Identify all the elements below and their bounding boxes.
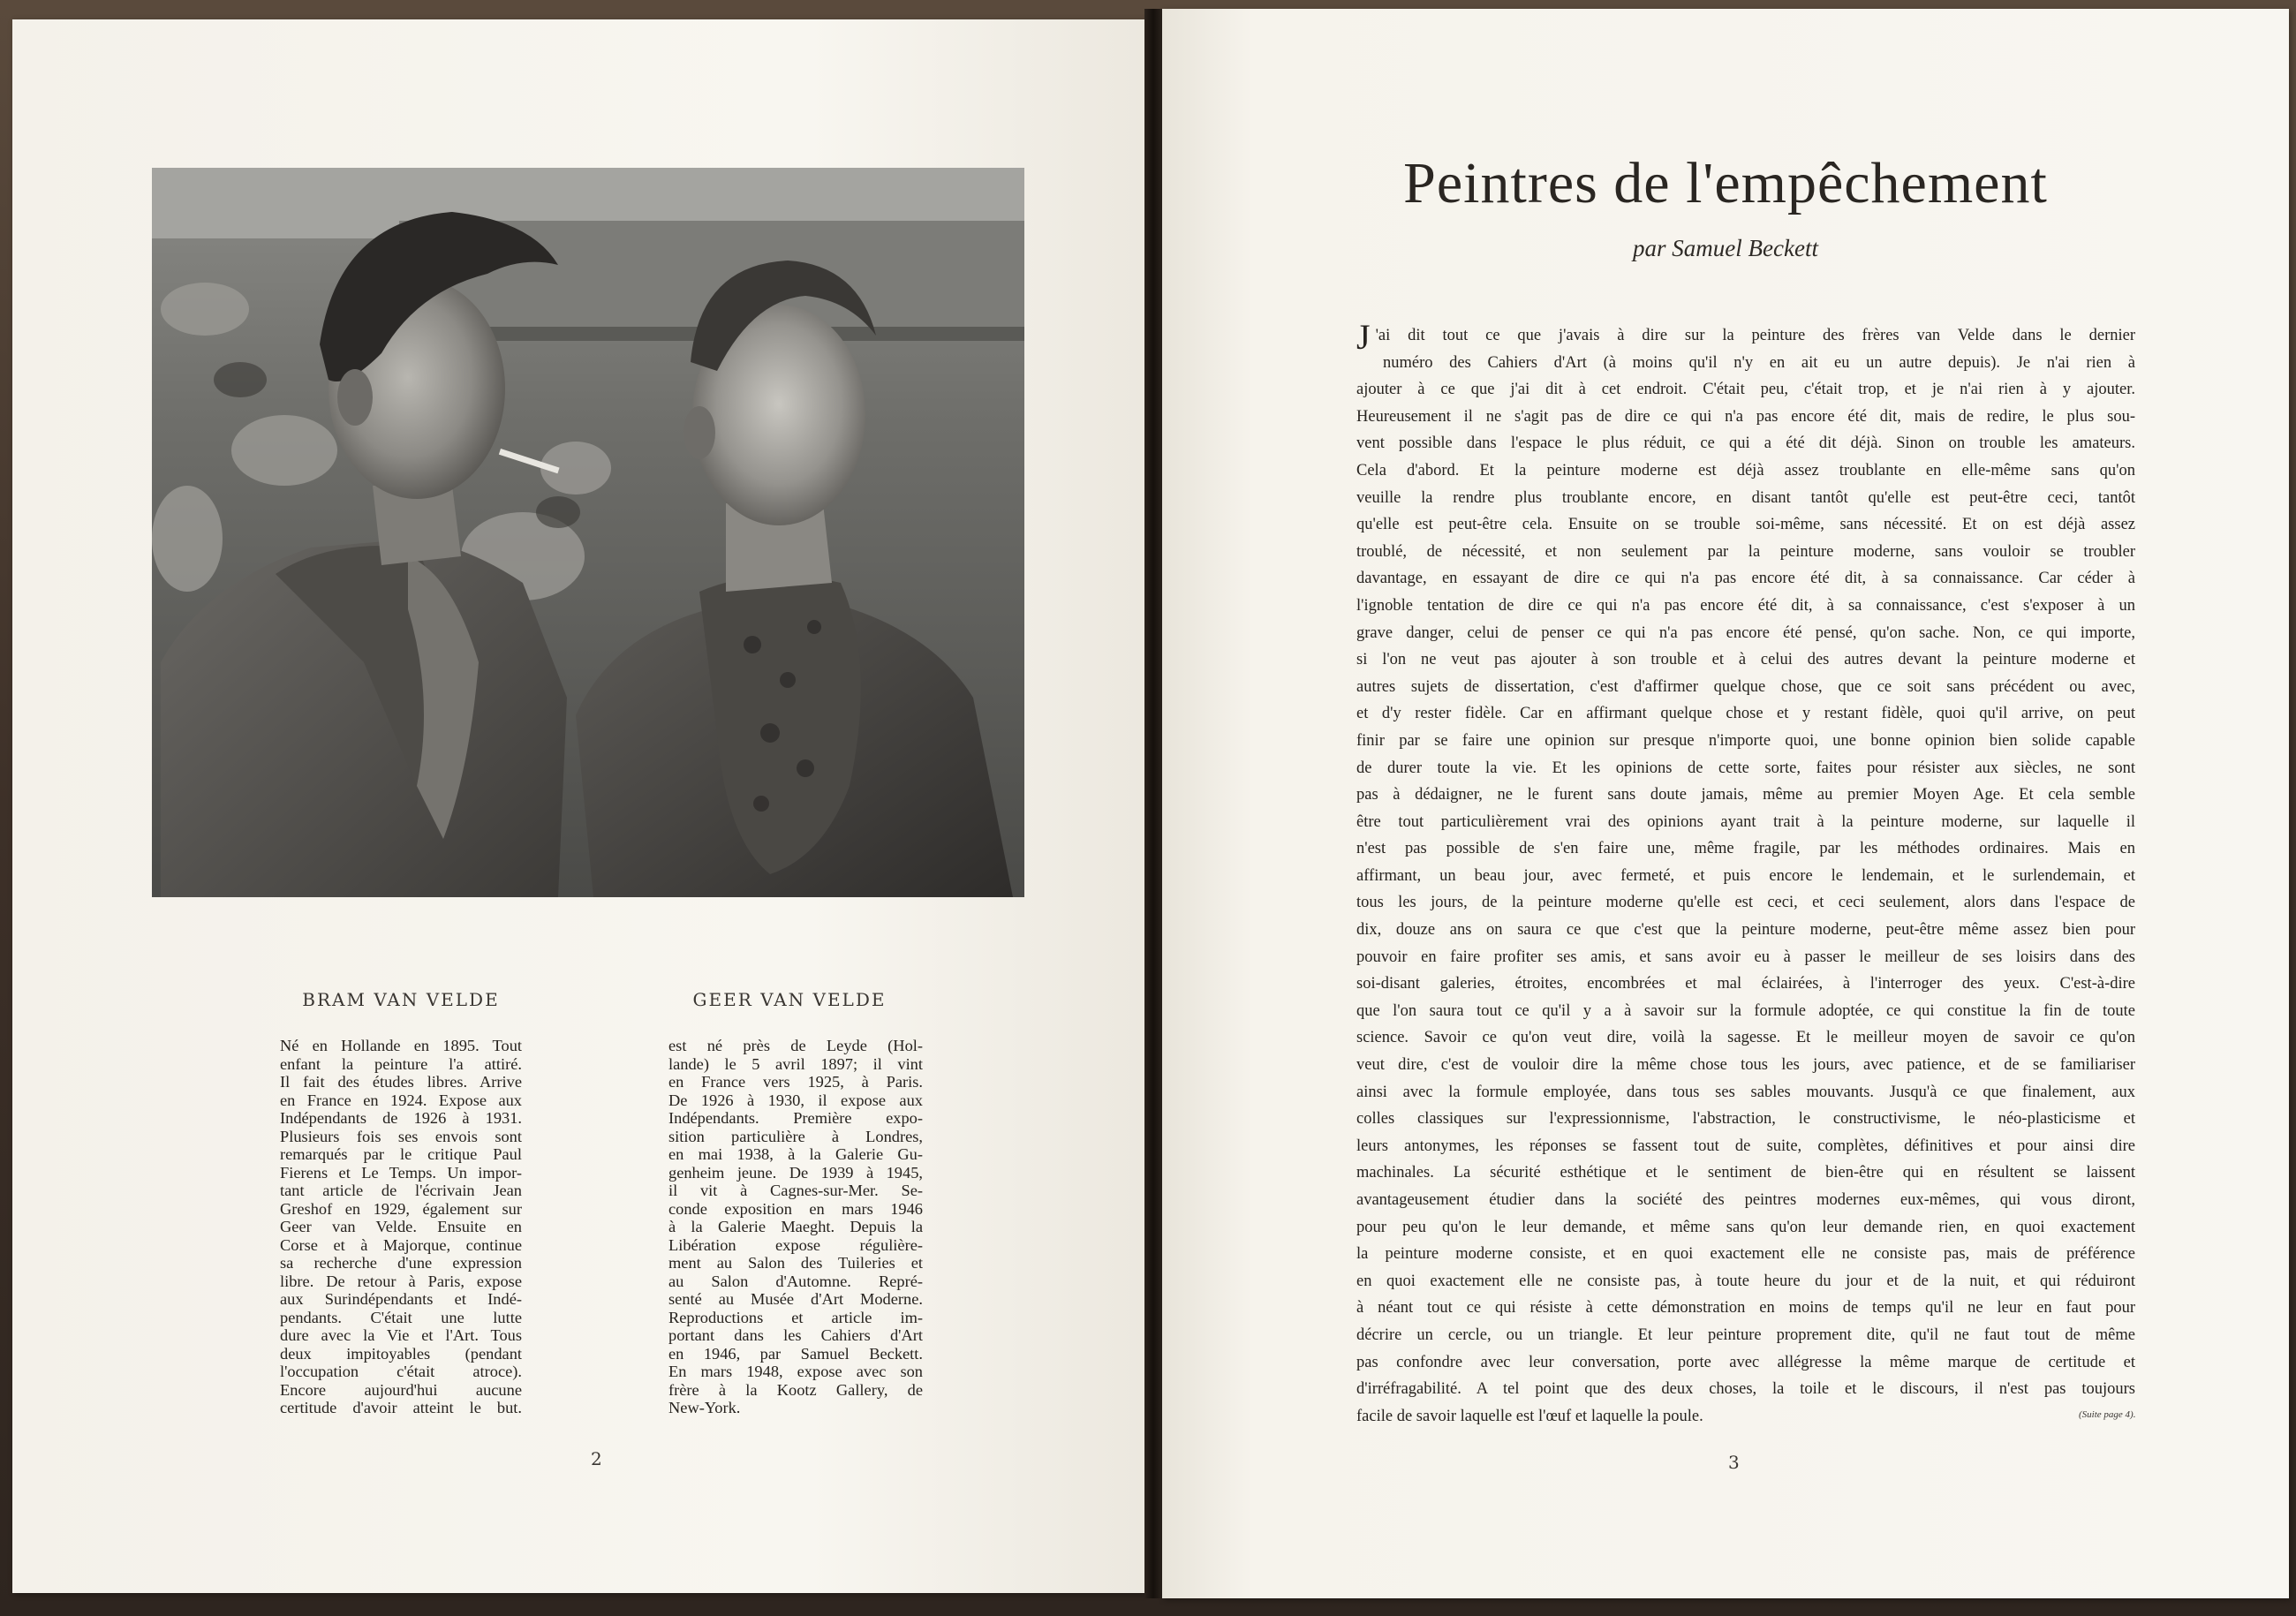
caption-line: au Salon d'Automne. Repré- bbox=[668, 1272, 923, 1290]
caption-line: lande) le 5 avril 1897; il vint bbox=[668, 1054, 923, 1073]
article-line: la peinture moderne consiste, et en quoi exactement elle ne consiste pas, mais de préférence bbox=[1356, 1245, 2135, 1264]
caption-line: Encore aujourd'hui aucune bbox=[280, 1380, 522, 1399]
caption-text-geer bbox=[668, 1037, 923, 1417]
caption-line: Il fait des études libres. Arrive bbox=[280, 1073, 522, 1091]
caption-line: En mars 1948, expose avec son bbox=[668, 1363, 923, 1380]
article-line: si l'on ne veut pas ajouter à son trouble et à celui des autres devant la peinture moderne et bbox=[1356, 651, 2135, 669]
article-line: à néant tout ce qui résiste à cette démonstration en moins de temps qu'il ne leur en faut pour bbox=[1356, 1299, 2135, 1318]
caption-line: genheim jeune. De 1939 à 1945, bbox=[668, 1163, 923, 1182]
continuation-note: (Suite page 4). bbox=[2079, 1409, 2136, 1420]
caption-line: pendants. C'était une lutte bbox=[280, 1308, 522, 1326]
article-byline: par Samuel Beckett bbox=[1633, 235, 1818, 261]
caption-line: à la Galerie Maeght. Depuis la bbox=[668, 1218, 923, 1235]
caption-line: l'occupation c'était atroce). bbox=[280, 1363, 522, 1380]
caption-line: certitude d'avoir atteint le but. bbox=[280, 1399, 522, 1416]
caption-line: ment au Salon des Tuileries et bbox=[668, 1254, 923, 1272]
book-gutter bbox=[1144, 9, 1162, 1598]
caption-line: il vit à Cagnes-sur-Mer. Se- bbox=[668, 1182, 923, 1199]
caption-title-geer: GEER VAN VELDE bbox=[692, 989, 887, 1010]
article-line: troublé, de nécessité, et non seulement par la peinture moderne, sans vouloir se troubler bbox=[1356, 542, 2135, 561]
caption-line: Indépendants de 1926 à 1931. bbox=[280, 1109, 522, 1127]
article-line: pas à dédaigner, ne le furent sans doute jamais, même au premier Moyen Age. Et cela semble bbox=[1356, 786, 2135, 804]
article-line: leurs antonymes, les réponses se fassent tout de suite, complètes, définitives et pour ainsi dire bbox=[1356, 1136, 2135, 1155]
caption-line: en France en 1924. Expose aux bbox=[280, 1091, 522, 1109]
caption-line: Né en Hollande en 1895. Tout bbox=[280, 1037, 522, 1054]
caption-line: en mai 1938, à la Galerie Gu- bbox=[668, 1145, 923, 1163]
article-line: veuille la rendre plus troublante encore, en disant tantôt qu'elle est peut-être ceci, tantôt bbox=[1356, 488, 2135, 507]
first-line-text: 'ai dit tout ce que j'avais à dire sur la peinture des frères van Velde dans le dernier bbox=[1375, 327, 2135, 344]
portrait-photo-image bbox=[152, 168, 1024, 897]
caption-line: conde exposition en mars 1946 bbox=[668, 1199, 923, 1218]
article-line: de durer toute la vie. Et les opinions de cette sorte, faites pour résister aux siècles, ne sont bbox=[1356, 759, 2135, 777]
caption-line: aux Surindépendants et Indé- bbox=[280, 1290, 522, 1308]
page-number-right: 3 bbox=[1728, 1452, 1740, 1473]
article-line: machinales. La sécurité esthétique et le sentiment de bien-être qui en résultent se laissent bbox=[1356, 1164, 2135, 1182]
caption-line: Indépendants. Première expo- bbox=[668, 1109, 923, 1127]
caption-line: sa recherche d'une expression bbox=[280, 1254, 522, 1272]
article-line: affirmant, un beau jour, avec fermeté, et puis encore le lendemain, et le surlendemain, et bbox=[1356, 866, 2135, 885]
article-line: tous les jours, de la peinture moderne qu'elle est ceci, et ceci seulement, alors dans l'espace de bbox=[1356, 894, 2135, 912]
drop-cap: J bbox=[1356, 317, 1371, 357]
caption-line: enfant la peinture l'a attiré. bbox=[280, 1054, 522, 1073]
article-line: l'ignoble tentation de dire ce qui n'a pas encore été dit, à sa connaissance, c'est s'exposer à un bbox=[1356, 596, 2135, 615]
left-page bbox=[12, 19, 1144, 1593]
article-line: Heureusement il ne s'agit pas de dire ce qui n'a pas encore été dit, mais de redire, le plus sou- bbox=[1356, 407, 2135, 426]
article-body bbox=[1356, 317, 2135, 1430]
article-line-last: facile de savoir laquelle est l'œuf et laquelle la poule. bbox=[1356, 1407, 1703, 1425]
caption-line: Greshof en 1929, également sur bbox=[280, 1199, 522, 1218]
article-line: décrire un cercle, ou un triangle. Et leur peinture proprement dite, qu'il ne faut tout de même bbox=[1356, 1325, 2135, 1344]
article-line: qu'elle est peut-être cela. Ensuite on se trouble soi-même, sans nécessité. Et on est déjà assez bbox=[1356, 516, 2135, 534]
caption-line: est né près de Leyde (Hol- bbox=[668, 1037, 923, 1054]
article-line: soi-disant galeries, étroites, encombrées et mal éclairées, à l'interroger des yeux. C'est-à-dire bbox=[1356, 975, 2135, 993]
article-line: pas confondre avec leur conversation, porte avec allégresse la même marque de certitude et bbox=[1356, 1353, 2135, 1371]
article-line: ainsi avec la formule employée, dans tous ses sables mouvants. Jusqu'à ce que finalement, aux bbox=[1356, 1083, 2135, 1101]
caption-line: Reproductions et article im- bbox=[668, 1308, 923, 1326]
caption-line: portant dans les Cahiers d'Art bbox=[668, 1326, 923, 1344]
article-line: avantageusement étudier dans la société des peintres modernes eux-mêmes, qui vous diront, bbox=[1356, 1191, 2135, 1209]
page-number-left: 2 bbox=[591, 1448, 602, 1469]
article-line: finir par se faire une opinion sur presque n'importe quoi, une bonne opinion bien solide capable bbox=[1356, 731, 2135, 750]
caption-line: remarqués par le critique Paul bbox=[280, 1145, 522, 1163]
article-line: que l'on saura tout ce qu'il y a à savoir sur la formule adoptée, ce qui constitue la fin de toute bbox=[1356, 1001, 2135, 1020]
caption-line: Libération expose régulière- bbox=[668, 1235, 923, 1254]
caption-line: frère à la Kootz Gallery, de bbox=[668, 1380, 923, 1399]
caption-line: senté au Musée d'Art Moderne. bbox=[668, 1290, 923, 1308]
article-line: dix, douze ans on saura ce que c'est que la peinture moderne, peut-être même assez bien pour bbox=[1356, 921, 2135, 940]
caption-line: New-York. bbox=[668, 1399, 741, 1416]
article-line: Cela d'abord. Et la peinture moderne est déjà assez troublante en elle-même sans qu'on bbox=[1356, 461, 2135, 480]
caption-line: De 1926 à 1930, il expose aux bbox=[668, 1091, 923, 1109]
caption-line: sition particulière à Londres, bbox=[668, 1127, 923, 1145]
article-line: être tout particulièrement vrai des opinions ayant trait à la peinture moderne, sur laquelle il bbox=[1356, 812, 2135, 831]
caption-line: Corse et à Majorque, continue bbox=[280, 1235, 522, 1254]
article-line: grave danger, celui de penser ce qui n'a pas encore été pensé, qu'on sache. Non, ce qui importe, bbox=[1356, 623, 2135, 642]
caption-line: en France vers 1925, à Paris. bbox=[668, 1073, 923, 1091]
caption-title-bram: BRAM VAN VELDE bbox=[302, 989, 500, 1010]
article-line: numéro des Cahiers d'Art (à moins qu'il n'y en ait eu un autre depuis). Je n'ai rien à bbox=[1383, 353, 2135, 372]
article-line: colles classiques sur l'expressionnisme, l'abstraction, le constructivisme, le néo-plasticisme et bbox=[1356, 1110, 2135, 1129]
article-line: pouvoir en faire profiter ses amis, et sans avoir eu à passer le meilleur de ses loisirs dans des bbox=[1356, 948, 2135, 966]
article-line: veut dire, c'est de vouloir dire la même chose tous les jours, avec patience, et de se familiariser bbox=[1356, 1056, 2135, 1075]
caption-line: deux impitoyables (pendant bbox=[280, 1344, 522, 1363]
article-line: pour peu qu'on le leur demande, et même sans qu'on leur demande rien, en quoi exactement bbox=[1356, 1218, 2135, 1236]
portrait-photo bbox=[152, 168, 1024, 897]
article-line: d'irréfragabilité. A tel point que des deux choses, la toile et le discours, il n'est pas toujours bbox=[1356, 1380, 2135, 1399]
article-line: n'est pas possible de s'en faire une, même fragile, par les méthodes ordinaires. Mais en bbox=[1356, 840, 2135, 858]
caption-line: Fierens et Le Temps. Un impor- bbox=[280, 1163, 522, 1182]
caption-line: tant article de l'écrivain Jean bbox=[280, 1182, 522, 1199]
article-line: science. Savoir ce qu'on veut dire, voilà la sagesse. Et le meilleur moyen de savoir ce qu'on bbox=[1356, 1029, 2135, 1047]
article-line: davantage, en essayant de dire ce qui n'a pas encore été dit, à sa connaissance. Car céder à bbox=[1356, 570, 2135, 588]
article-line: ajouter à ce que j'ai dit à cet endroit. C'était peu, c'était trop, et je n'ai rien à y ajouter. bbox=[1356, 381, 2135, 399]
caption-line: dure avec la Vie et l'Art. Tous bbox=[280, 1326, 522, 1344]
article-line: en quoi exactement elle ne consiste pas, à toute heure du jour et de la nuit, et qui réduiront bbox=[1356, 1272, 2135, 1290]
article-line: vent possible dans l'espace le plus réduit, ce qui a été dit déjà. Sinon on trouble les amateurs. bbox=[1356, 434, 2135, 453]
caption-line: Geer van Velde. Ensuite en bbox=[280, 1218, 522, 1235]
caption-text-bram bbox=[280, 1037, 522, 1417]
right-page bbox=[1162, 9, 2289, 1598]
article-line: et d'y rester fidèle. Car en affirmant quelque chose et y restant fidèle, quoi qu'il arrive, on peut bbox=[1356, 705, 2135, 723]
caption-line: libre. De retour à Paris, expose bbox=[280, 1272, 522, 1290]
article-line: autres sujets de dissertation, c'est d'affirmer quelque chose, que ce soit sans précédent ou avec, bbox=[1356, 677, 2135, 696]
caption-line: Plusieurs fois ses envois sont bbox=[280, 1127, 522, 1145]
article-line-first bbox=[1356, 317, 2135, 357]
article-title: Peintres de l'empêchement bbox=[1403, 151, 2048, 215]
caption-line: en 1946, par Samuel Beckett. bbox=[668, 1344, 923, 1363]
